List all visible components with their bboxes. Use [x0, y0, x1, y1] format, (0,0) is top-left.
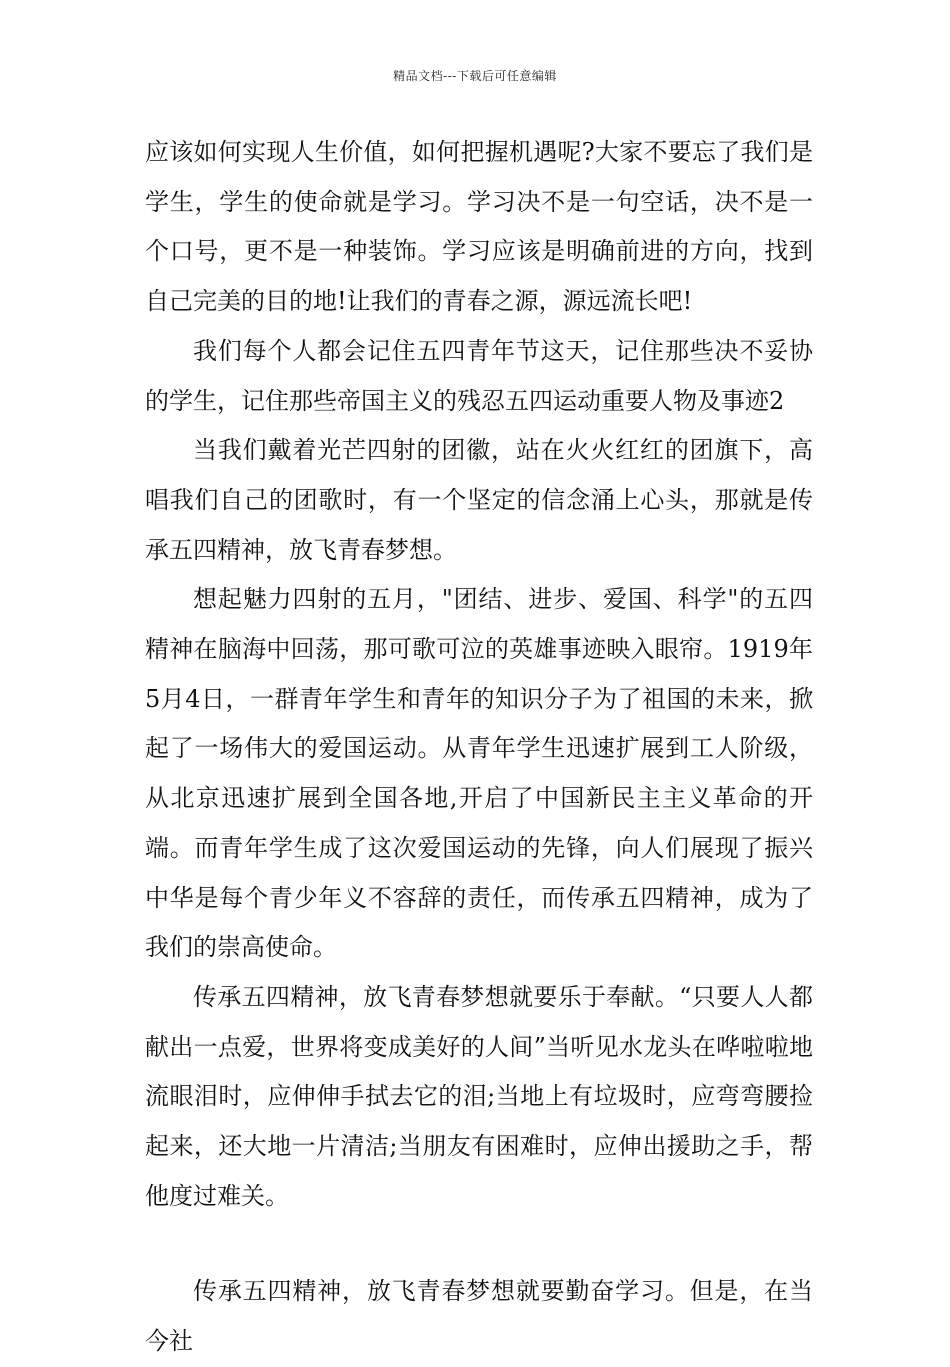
paragraph-5: 传承五四精神，放飞青春梦想就要乐于奉献。“只要人人都献出一点爱，世界将变成美好的人间”当听见水龙头在哗啦啦地流眼泪时，应伸伸手拭去它的泪;当地上有垃圾时，应弯弯腰捡起来，还大地一片清洁;当朋友有困难时，应伸出援助之手，帮他度过难关。 [145, 982, 813, 1210]
document-body [145, 128, 813, 1367]
page-header: 精品文档---下载后可任意编辑 [393, 69, 557, 83]
paragraph-2: 我们每个人都会记住五四青年节这天，记住那些决不妥协的学生，记住那些帝国主义的残忍五四运动重要人物及事迹2 [145, 336, 813, 415]
paragraph-3: 当我们戴着光芒四射的团徽，站在火火红红的团旗下，高唱我们自己的团歌时，有一个坚定的信念涌上心头，那就是传承五四精神，放飞青春梦想。 [145, 436, 813, 564]
paragraph-4: 想起魅力四射的五月，"团结、进步、爱国、科学"的五四精神在脑海中回荡，那可歌可泣的英雄事迹映入眼帘。1919年5月4日，一群青年学生和青年的知识分子为了祖国的未来，掀起了一场伟大的爱国运动。从青年学生迅速扩展到工人阶级，从北京迅速扩展到全国各地,开启了中国新民主主义革命的开端。而青年学生成了这次爱国运动的先锋，向人们展现了振兴中华是每个青少年义不容辞的责任，而传承五四精神，成为了我们的崇高使命。 [145, 585, 813, 962]
paragraph-1: 应该如何实现人生价值，如何把握机遇呢?大家不要忘了我们是学生，学生的使命就是学习。学习决不是一句空话，决不是一个口号，更不是一种装饰。学习应该是明确前进的方向，找到自己完美的目的地!让我们的青春之源，源远流长吧! [145, 138, 813, 316]
paragraph-6: 传承五四精神，放飞青春梦想就要勤奋学习。但是，在当今社 [145, 1277, 813, 1356]
